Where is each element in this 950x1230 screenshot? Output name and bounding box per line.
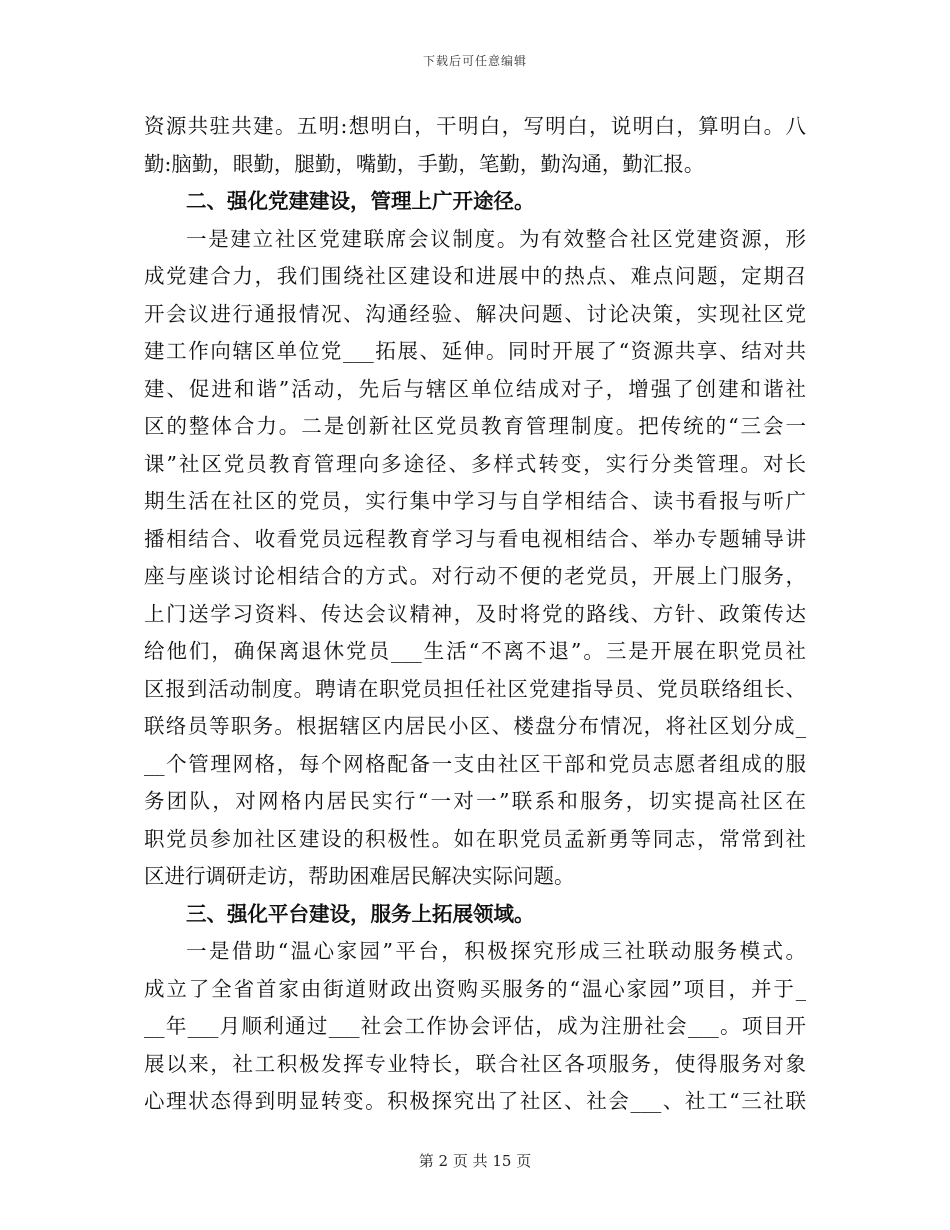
body-line: 期生活在社区的党员，实行集中学习与自学相结合、读书看报与听广 — [144, 489, 806, 513]
body-line: 成立了全省首家由街道财政出资购买服务的“温心家园”项目，并于_ — [144, 976, 806, 1001]
body-line: 成党建合力，我们围绕社区建设和进展中的热点、难点问题，定期召 — [144, 264, 806, 288]
page-footer: 第 2 页 共 15 页 — [418, 1152, 532, 1170]
body-line: 建、促进和谐”活动，先后与辖区单位结成对子，增强了创建和谐社 — [144, 376, 806, 401]
body-line: 区的整体合力。二是创新社区党员教育管理制度。把传统的“三会一 — [144, 414, 806, 438]
section-heading: 三、强化平台建设，服务上拓展领域。 — [186, 901, 535, 926]
body-line: 建工作向辖区单位党___拓展、延伸。同时开展了“资源共享、结对共 — [144, 339, 806, 363]
body-line: 区报到活动制度。聘请在职党员担任社区党建指导员、党员联络组长、 — [144, 676, 806, 701]
document-body — [144, 108, 806, 1121]
body-line: 心理状态得到明显转变。积极探究出了社区、社会___、社工“三社联 — [144, 1089, 806, 1113]
body-line: 职党员参加社区建设的积极性。如在职党员孟新勇等同志，常常到社 — [144, 826, 806, 851]
body-line: 区进行调研走访，帮助困难居民解决实际问题。 — [144, 864, 575, 888]
body-line: 一是建立社区党建联席会议制度。为有效整合社区党建资源，形 — [186, 226, 806, 251]
body-line: 上门送学习资料、传达会议精神，及时将党的路线、方针、政策传达 — [144, 601, 806, 626]
body-line: 座与座谈讨论相结合的方式。对行动不便的老党员，开展上门服务， — [144, 564, 806, 588]
body-line: 务团队，对网格内居民实行“一对一”联系和服务，切实提高社区在 — [144, 789, 806, 813]
body-line: 资源共驻共建。五明:想明白，干明白，写明白，说明白，算明白。八 — [144, 114, 806, 138]
body-line: __年___月顺利通过___社会工作协会评估，成为注册社会___。项目开 — [144, 1014, 806, 1038]
body-line: 课”社区党员教育管理向多途径、多样式转变，实行分类管理。对长 — [144, 451, 806, 476]
body-line: 勤:脑勤，眼勤，腿勤，嘴勤，手勤，笔勤，勤沟通，勤汇报。 — [144, 151, 705, 176]
body-line: 给他们，确保离退休党员___生活“不离不退”。三是开展在职党员社 — [144, 639, 806, 663]
body-line: 一是借助“温心家园”平台，积极探究形成三社联动服务模式。 — [186, 939, 806, 963]
section-heading: 二、强化党建建设，管理上广开途径。 — [186, 189, 535, 213]
body-line: 开会议进行通报情况、沟通经验、解决问题、讨论决策，实现社区党 — [144, 301, 806, 326]
body-line: __个管理网格，每个网格配备一支由社区干部和党员志愿者组成的服 — [144, 751, 806, 776]
body-line: 展以来，社工积极发挥专业特长，联合社区各项服务，使得服务对象 — [144, 1051, 806, 1076]
page-header: 下载后可任意编辑 — [422, 54, 527, 68]
body-line: 播相结合、收看党员远程教育学习与看电视相结合、举办专题辅导讲 — [144, 526, 806, 551]
body-line: 联络员等职务。根据辖区内居民小区、楼盘分布情况，将社区划分成_ — [144, 714, 806, 738]
